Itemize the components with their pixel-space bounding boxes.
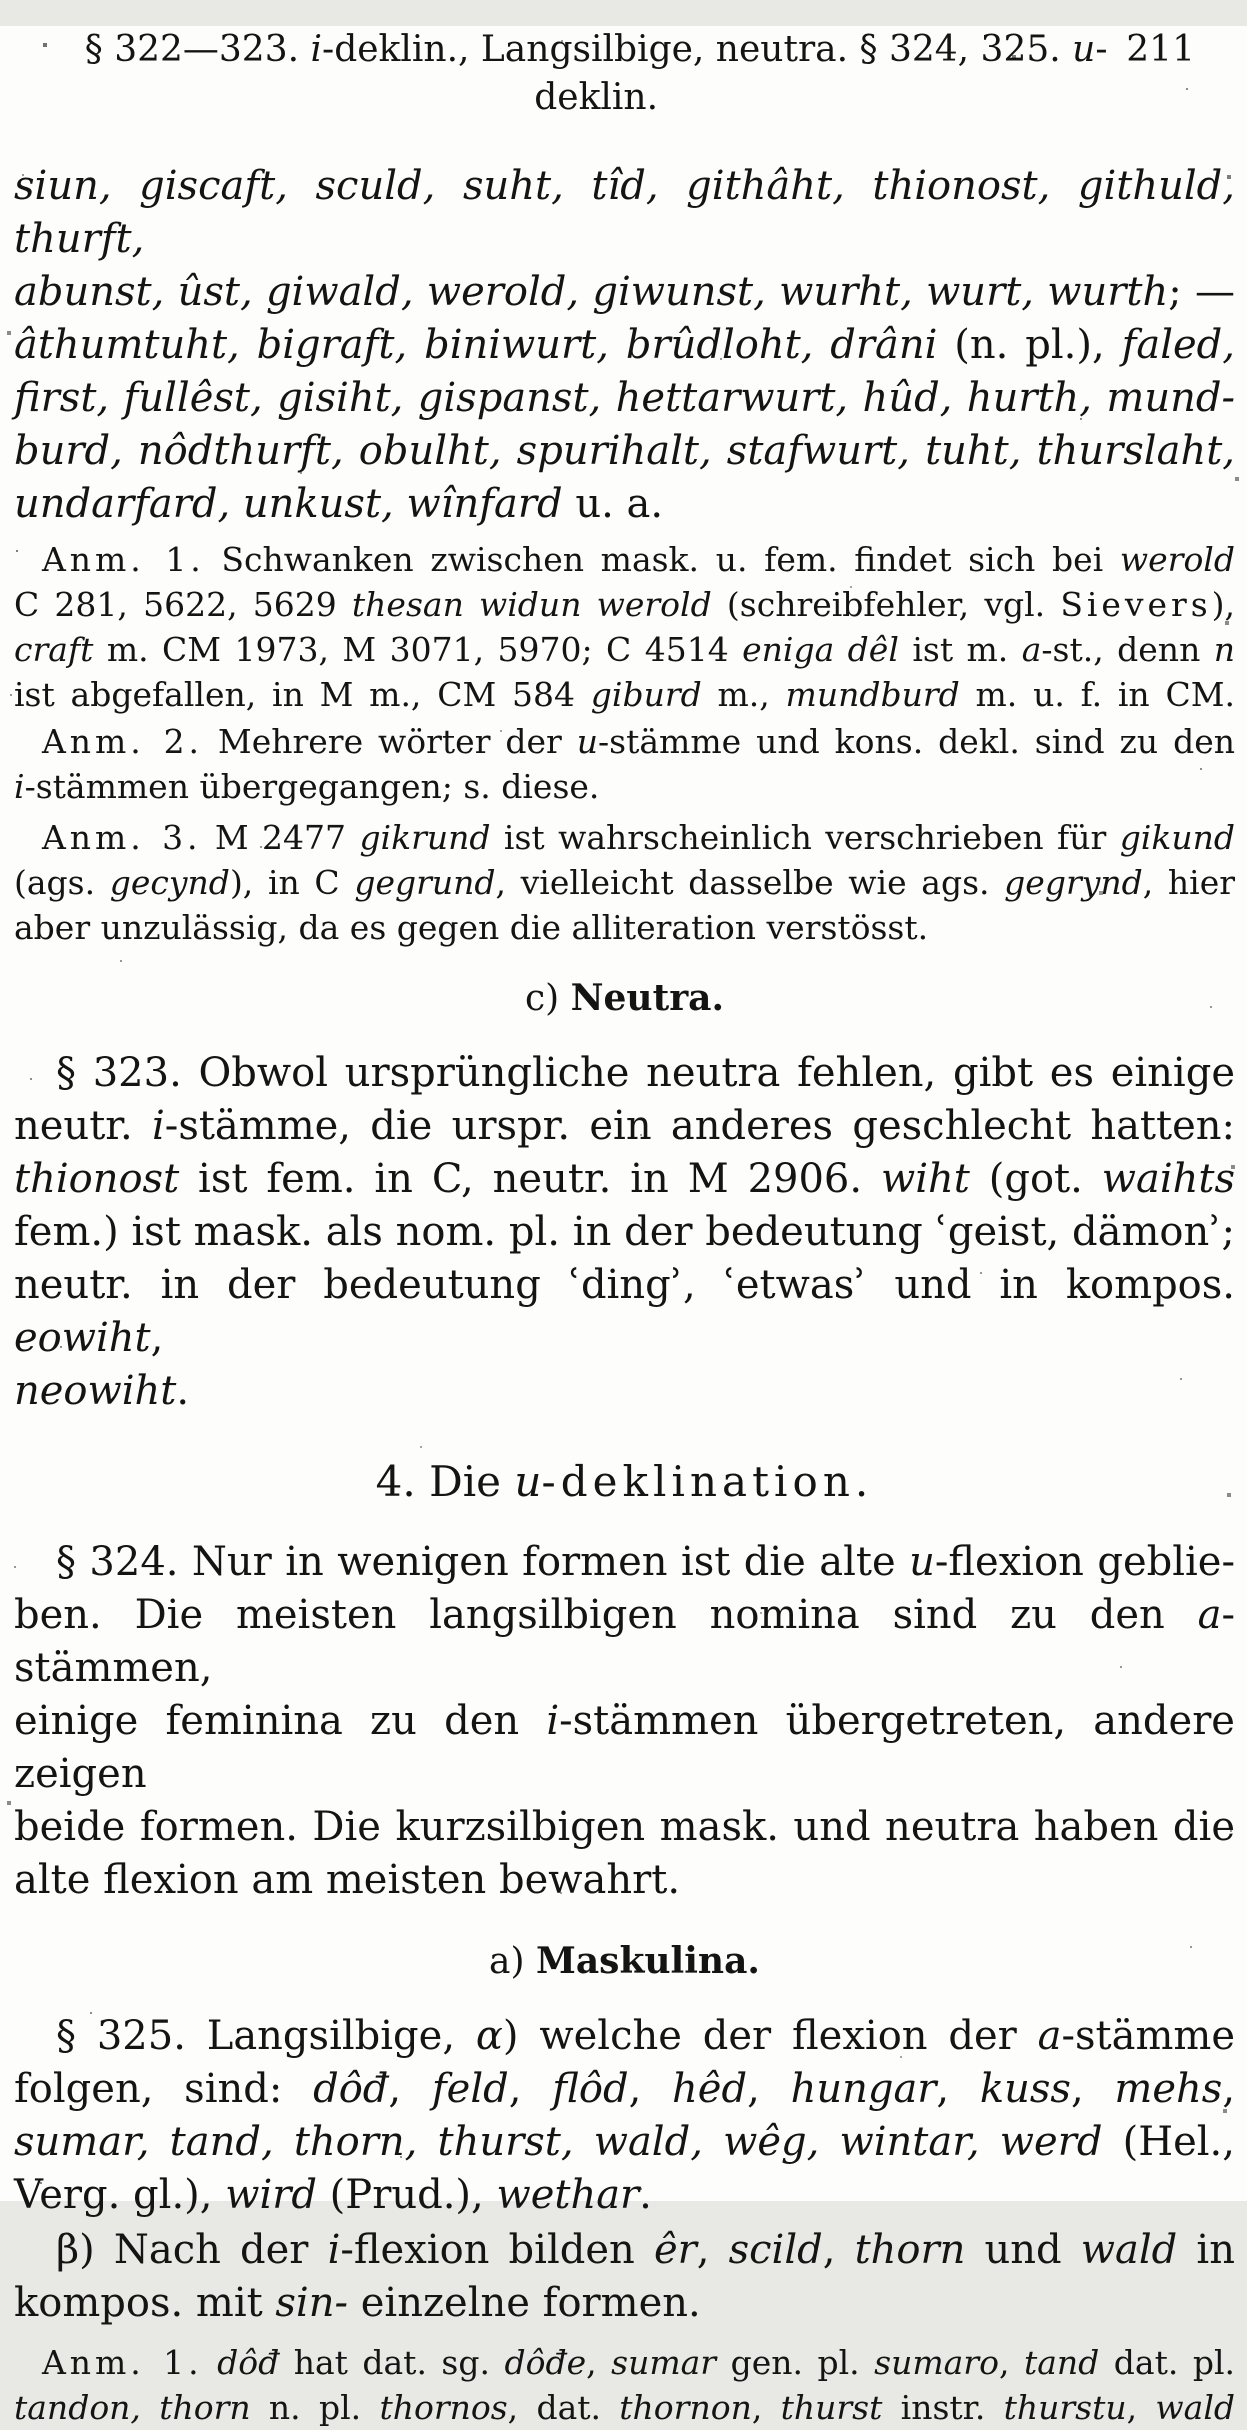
text-segment: tandon, thorn [14,2388,251,2427]
para-324 [14,1536,1235,1907]
text-line [14,2116,1235,2169]
text-line [14,2169,1235,2222]
text-line [14,1854,1235,1907]
text-segment: 4. Die [375,1457,515,1506]
text-segment: thornon [619,2388,752,2427]
text-segment: α [475,2013,503,2059]
text-segment: sumar [611,2343,717,2382]
text-segment: -flexion bilden [340,2227,654,2273]
text-segment: wird [225,2172,317,2218]
text-line [14,2224,1235,2277]
text-segment: u [909,1539,935,1585]
text-line [14,627,1235,672]
anm-3 [14,815,1235,950]
text-segment: , vielleicht dasselbe wie ags. [495,863,1005,902]
text-line [14,160,1235,266]
text-segment: dôđe [504,2343,587,2382]
text-line [14,2340,1235,2385]
text-segment: , hier [1142,863,1236,902]
text-line [14,1695,1235,1801]
text-segment: -deklination. [541,1457,874,1506]
text-line [14,319,1235,372]
text-segment: , [586,2343,612,2382]
text-segment: Mehrere wörter der [203,722,577,761]
text-segment: thurst [780,2388,883,2427]
text-segment: Neutra. [570,977,725,1019]
text-segment: a [1021,630,1042,669]
text-segment: sin- [275,2280,349,2326]
text-segment: § 322—323. [84,29,311,70]
text-line [14,719,1235,764]
text-segment: und [965,2227,1081,2273]
text-segment: Anm. 3. [42,818,202,857]
text-segment: a [1197,1592,1222,1638]
para-323 [14,1047,1235,1418]
text-line [14,266,1235,319]
text-segment: -deklin., Langsilbige, neutra. § 324, 325. [322,29,1073,70]
text-segment: (got. [969,1156,1102,1202]
text-segment: burd, nôdthurft, obulht, spurihalt, stafwurt, tuht, thurslaht, [14,428,1235,474]
text-segment: giburd [590,675,702,714]
text-segment: gikund [1119,818,1235,857]
text-segment: waihts [1101,1156,1235,1202]
text-segment: i [152,1103,165,1149]
text-segment: dat. pl. [1099,2343,1235,2382]
running-header-title [84,26,1108,122]
text-line [14,582,1235,627]
anm-final [14,2340,1235,2430]
text-line [14,537,1235,582]
running-header [14,26,1235,122]
text-segment: Sievers [1060,585,1212,624]
text-segment: alte flexion am meisten bewahrt. [14,1857,681,1903]
text-segment: i [14,767,25,806]
text-segment: u [514,1457,542,1506]
text-segment: sumar, tand, thorn, thurst, wald, wêg, wintar, werd [14,2119,1103,2165]
scan-noise-speckles [0,26,2,28]
anm-1 [14,537,1235,717]
text-segment: (n. pl.), [954,322,1122,368]
text-segment: mehs [1114,2066,1223,2112]
text-segment: i [327,2227,341,2273]
text-segment: m. u. f. in CM. [959,675,1235,714]
text-line [14,1259,1235,1365]
wordlist-para [14,160,1235,531]
text-line [14,764,1235,809]
text-segment: wald [1155,2388,1236,2427]
text-segment: Verg. gl.), [14,2172,226,2218]
text-segment: -stämmen übergegangen; s. diese. [24,767,600,806]
text-segment: flôd [552,2066,629,2112]
text-segment: abunst, ûst, giwald, werold, giwunst, wurht, wurt, wurth [14,269,1169,315]
text-segment: gegrund [354,863,496,902]
text-segment: -flexion geblie- [934,1539,1235,1585]
text-segment: gen. pl. [716,2343,875,2382]
book-page-scan [0,26,1247,2427]
text-segment: , dat. [507,2388,620,2427]
text-segment: wiht [880,1156,970,1202]
text-line [14,1536,1235,1589]
text-segment: , [1070,2066,1115,2112]
text-segment: , [1126,2388,1156,2427]
text-segment: β) Nach der [56,2227,328,2273]
text-segment: thesan widun werold [351,585,727,624]
text-segment: Anm. 1. [42,540,205,579]
text-segment: a) [489,1941,536,1982]
text-segment: Anm. 2. [42,722,203,761]
text-segment: -st., denn [1041,630,1214,669]
text-segment: M 2477 [201,818,360,857]
text-segment: neutr. [14,1103,152,1149]
heading-line [14,1456,1235,1508]
text-segment: u [1072,29,1096,70]
para-325 [14,2010,1235,2222]
text-line [14,425,1235,478]
text-segment: (ags. [14,863,110,902]
text-line [14,1047,1235,1100]
text-segment: ist wahrscheinlich verschrieben für [490,818,1120,857]
text-segment: § 324. Nur in wenigen formen ist die alte [56,1539,910,1585]
anm-2 [14,719,1235,809]
text-segment: gegrynd [1004,863,1143,902]
text-segment: Maskulina. [536,1940,760,1982]
text-segment: tand [1023,2343,1100,2382]
text-segment: , [388,2066,432,2112]
text-segment: ; — [1168,269,1235,315]
text-segment: mundburd [785,675,960,714]
text-segment: m. CM 1973, M 3071, 5970; C 4514 [106,630,743,669]
text-line [14,1153,1235,1206]
text-segment: , [751,2388,781,2427]
text-segment: dôđ [217,2343,280,2382]
text-segment: , [822,2227,855,2273]
text-segment: m., [701,675,786,714]
text-segment: hat dat. sg. [279,2343,505,2382]
text-line [14,1589,1235,1695]
page-number: 211 [1126,29,1195,70]
text-segment: âthumtuht, bigraft, biniwurt, brûdloht, drâni [14,322,955,368]
text-segment: u [576,722,599,761]
text-segment: ) welche der flexion der [502,2013,1038,2059]
text-line [14,2063,1235,2116]
text-segment: , [747,2066,791,2112]
text-segment: gikrund [359,818,491,857]
text-segment: in [1177,2227,1235,2273]
text-segment: , [998,2343,1024,2382]
text-segment: gecynd [109,863,230,902]
text-segment: hungar [790,2066,937,2112]
para-beta [14,2224,1235,2330]
heading-neutra [14,976,1235,1021]
text-segment: -stämmen übergetreten, andere zeigen [14,1698,1235,1797]
text-segment: Anm. 1. [42,2343,203,2382]
text-segment: -stämme, die urspr. ein anderes geschlecht hatten: [164,1103,1235,1149]
text-segment: (schreibfehler, vgl. [726,585,1061,624]
text-segment: ), [1211,585,1236,624]
text-segment [203,2343,218,2382]
text-segment: thorn [854,2227,966,2273]
text-segment: § 325. Langsilbige, [56,2013,476,2059]
text-segment: eniga dêl [742,630,913,669]
text-line [14,2385,1235,2430]
text-line [14,1801,1235,1854]
text-segment: ben. Die meisten langsilbigen nomina sind zu den [14,1592,1198,1638]
text-line [14,1100,1235,1153]
text-segment: neutr. in der bedeutung ʿdingʾ, ʿetwasʾ und in kompos. [14,1262,1235,1308]
heading-line [14,1939,1235,1984]
text-line [14,372,1235,425]
text-segment: c) [524,978,571,1019]
heading-line [14,976,1235,1021]
text-segment: fem.) ist mask. als nom. pl. in der bedeutung ʿgeist, dämonʾ; [14,1209,1235,1255]
text-segment: , [508,2066,553,2112]
text-line [14,860,1235,905]
text-segment: kompos. mit [14,2280,276,2326]
text-segment: a [1037,2013,1062,2059]
text-line [14,478,1235,531]
text-segment: thornos [379,2388,508,2427]
text-segment: first, fullêst, gisiht, gispanst, hettarwurt, hûd, hurth, mund- [14,375,1235,421]
text-segment: C 281, 5622, 5629 [14,585,352,624]
text-segment: wethar [496,2172,640,2218]
text-segment: sumaro [874,2343,999,2382]
text-segment: i [546,1698,560,1744]
text-line [14,2277,1235,2330]
text-line [14,2010,1235,2063]
text-segment: werold [1119,540,1235,579]
text-segment: Schwanken zwischen mask. u. fem. findet sich bei [204,540,1120,579]
text-segment: n. pl. [250,2388,380,2427]
text-segment: instr. [882,2388,1004,2427]
text-segment: -deklin. [534,29,1108,118]
heading-u-deklination [14,1456,1235,1508]
text-segment: thionost [14,1156,180,1202]
text-segment: , [936,2066,980,2112]
text-segment: wald [1080,2227,1178,2273]
text-line [14,1365,1235,1418]
text-segment: ist abgefallen, in M m., CM 584 [14,675,591,714]
text-segment: . [176,1368,190,1414]
text-segment: , [150,1315,164,1361]
text-segment: dôđ [313,2066,389,2112]
text-segment: faled, [1121,322,1235,368]
text-segment: -stämme und kons. dekl. sind zu den [598,722,1235,761]
text-segment: ), in C [229,863,355,902]
text-segment: -stämmen, [14,1592,1235,1691]
text-blocks [14,160,1235,2430]
text-segment: undarfard, unkust, wînfard [14,481,576,527]
text-segment: eowiht [14,1315,151,1361]
text-segment: § 323. Obwol ursprüngliche neutra fehlen, gibt es einige [56,1050,1235,1096]
text-segment: neowiht [14,1368,177,1414]
text-segment: craft [14,630,107,669]
text-segment: folgen, sind: [14,2066,314,2112]
text-segment: , [1222,2066,1236,2112]
text-segment: hêd [672,2066,748,2112]
text-segment: scild [728,2227,823,2273]
text-line [14,1206,1235,1259]
text-segment: beide formen. Die kurzsilbigen mask. und neutra haben die [14,1804,1235,1850]
heading-maskulina [14,1939,1235,1984]
text-segment: (Hel., [1102,2119,1235,2165]
text-segment: einige feminina zu den [14,1698,547,1744]
text-segment: -stämme [1061,2013,1235,2059]
text-segment: i [310,29,323,70]
text-segment: u. a. [575,481,664,527]
text-line [14,905,1235,950]
text-line [14,815,1235,860]
text-segment: ist m. [912,630,1022,669]
text-segment: . [639,2172,652,2218]
text-segment: , [628,2066,673,2112]
text-segment: ist fem. in C, neutr. in M 2906. [179,1156,881,1202]
text-segment: einzelne formen. [348,2280,701,2326]
text-segment: aber unzulässig, da es gegen die alliteration verstösst. [14,908,929,947]
text-segment: siun, giscaft, sculd, suht, tîd, githâht, thionost, githuld, thurft, [14,163,1235,262]
text-line [14,672,1235,717]
text-segment: feld [431,2066,509,2112]
text-segment: , [696,2227,729,2273]
text-segment: (Prud.), [316,2172,497,2218]
text-segment: êr [653,2227,697,2273]
text-segment: kuss [979,2066,1071,2112]
text-segment: n [1213,630,1236,669]
text-segment: thurstu [1003,2388,1127,2427]
